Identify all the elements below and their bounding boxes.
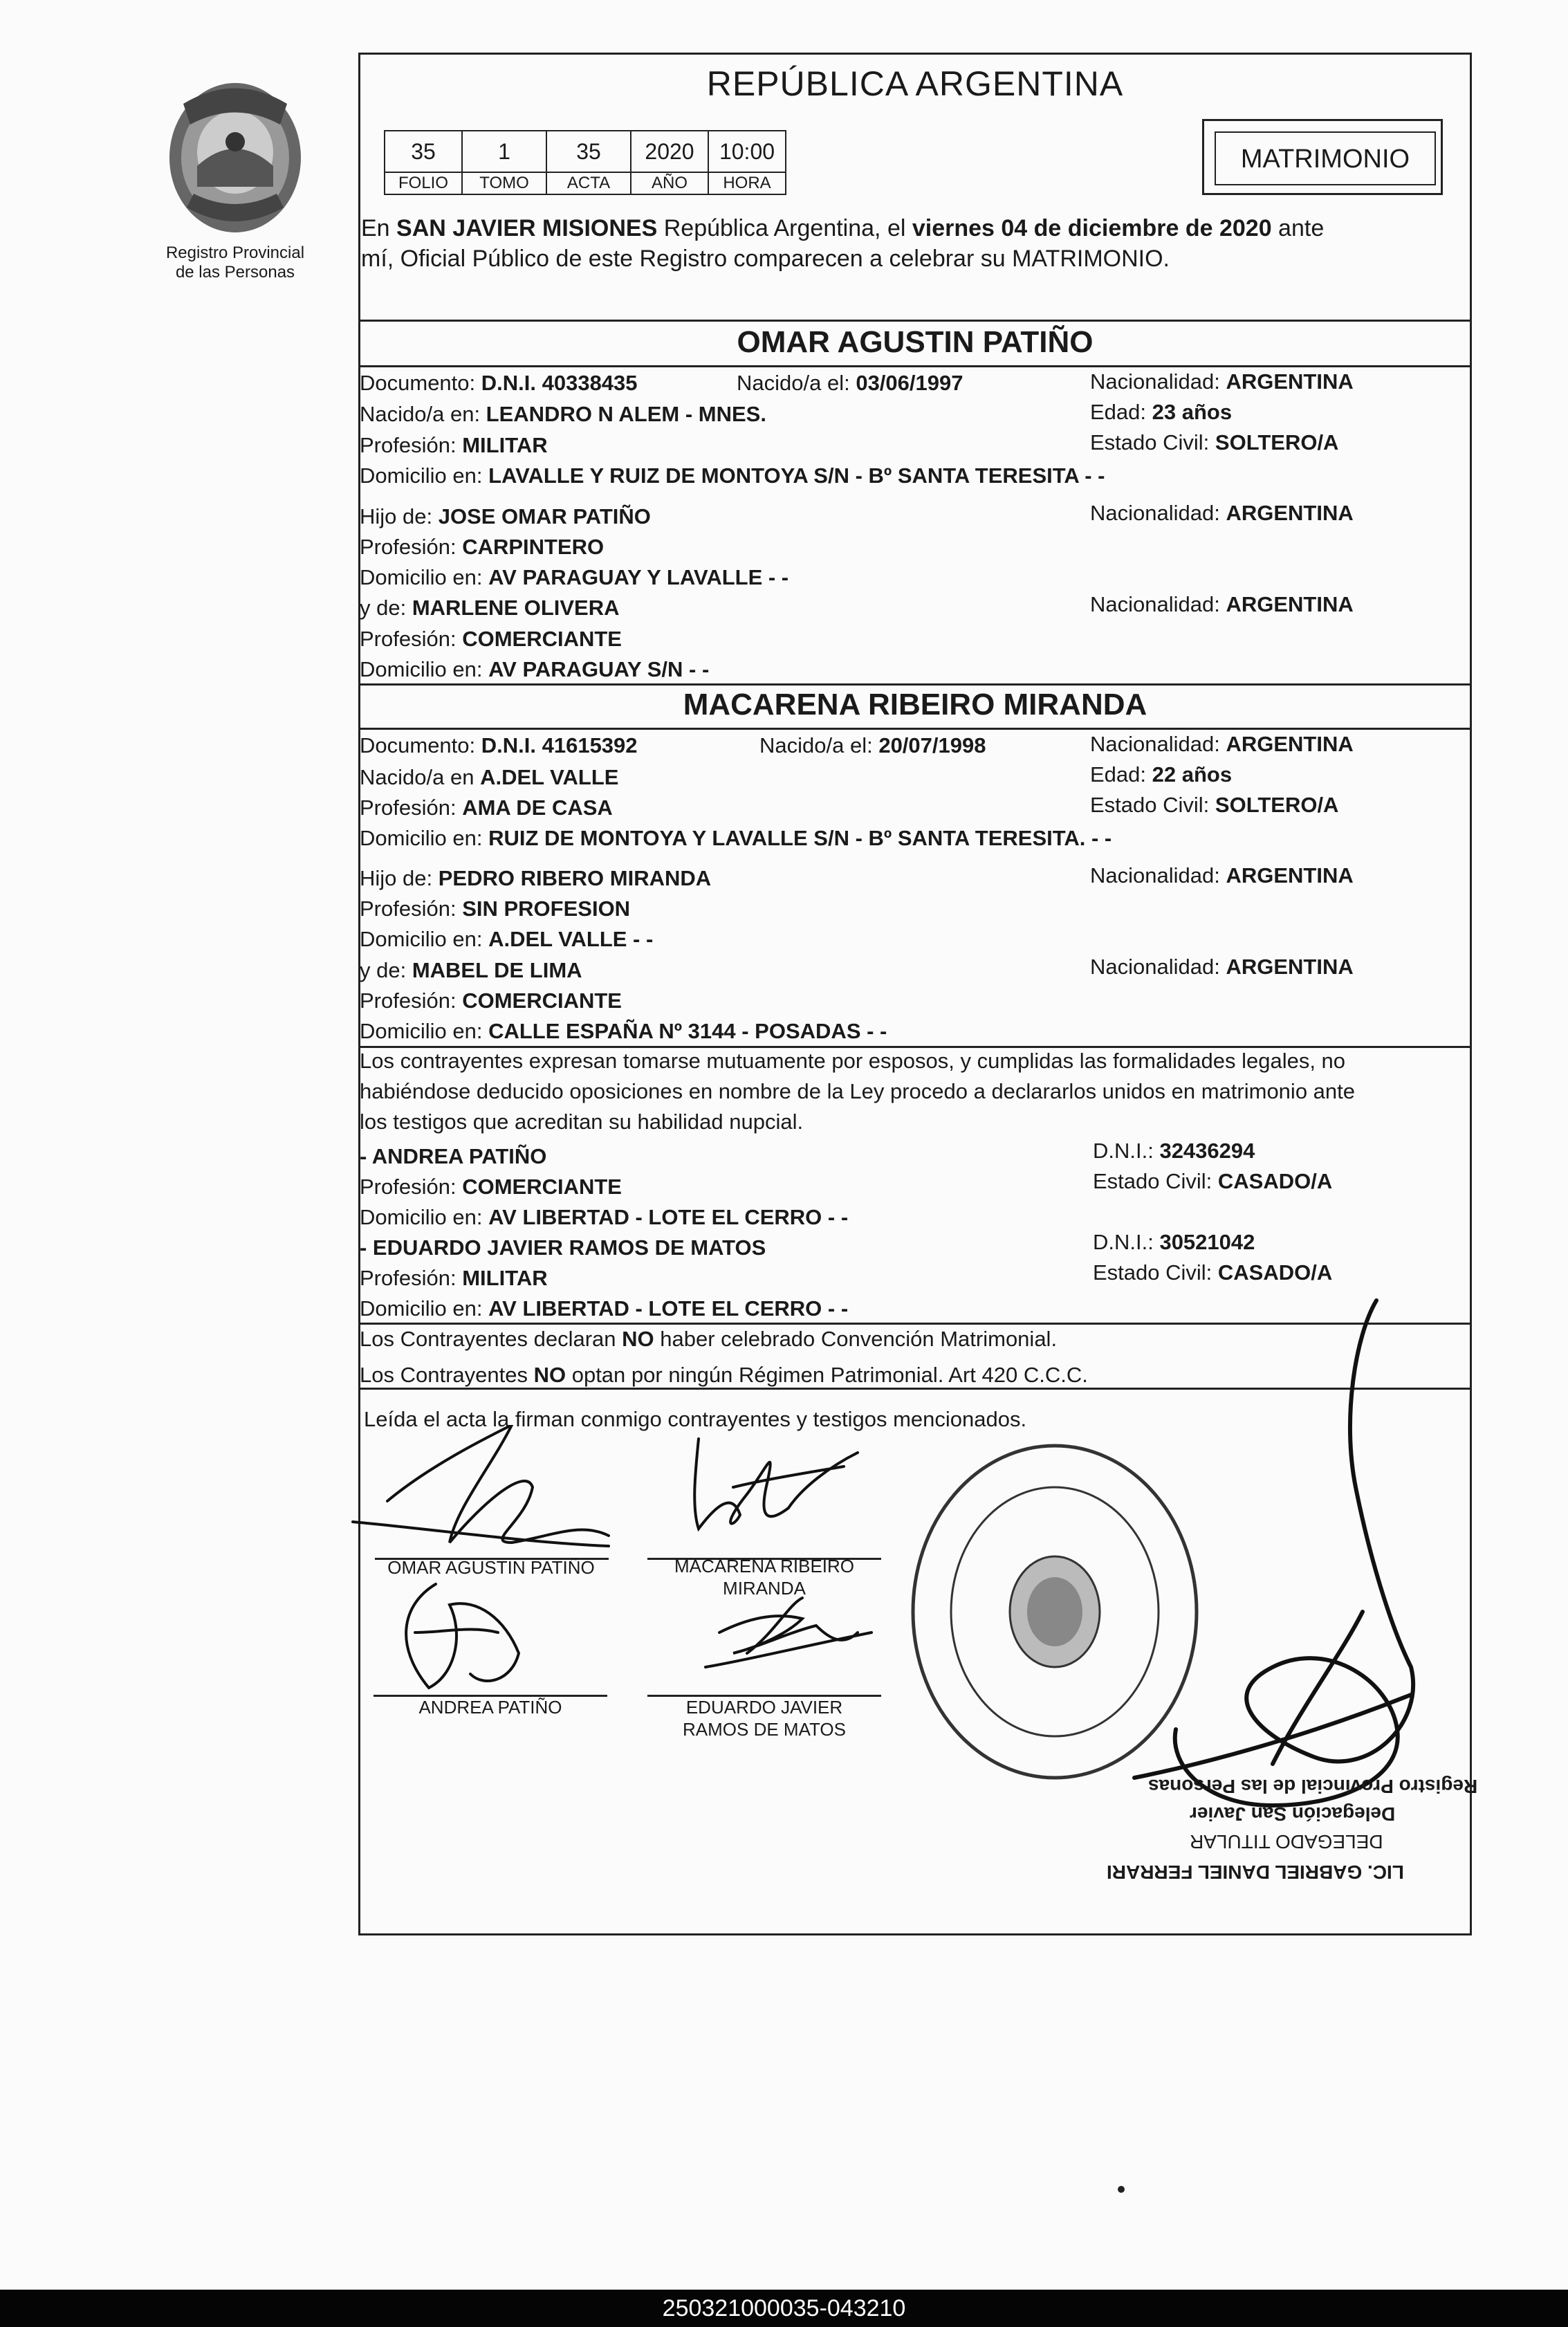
- witness1-signature-label: ANDREA PATIÑO: [418, 1697, 562, 1718]
- witness2-profession: [360, 1263, 548, 1294]
- divider: [358, 683, 1472, 686]
- emphasis: NO: [622, 1327, 654, 1351]
- groom-mother: [360, 593, 620, 623]
- label: y de:: [360, 596, 412, 620]
- bride-mother-nationality: [1090, 952, 1354, 982]
- intro-text: República Argentina, el: [657, 215, 912, 241]
- value: ARGENTINA: [1226, 592, 1354, 616]
- bride-father: [360, 863, 711, 894]
- label: Domicilio en:: [360, 927, 489, 951]
- value: CALLE ESPAÑA Nº 3144 - POSADAS - -: [488, 1019, 887, 1043]
- value: ARGENTINA: [1226, 863, 1354, 887]
- label: Profesión:: [360, 433, 463, 457]
- intro-line1: [361, 213, 1324, 243]
- label: y de:: [360, 958, 412, 982]
- label: Domicilio en:: [360, 1296, 489, 1321]
- acta-value: 35: [546, 131, 631, 172]
- bride-father-nationality: [1090, 861, 1354, 891]
- folio-value: 35: [385, 131, 462, 172]
- value: COMERCIANTE: [462, 627, 622, 651]
- label: Nacionalidad:: [1090, 501, 1226, 525]
- bride-mother-address: [360, 1016, 887, 1047]
- witness2-address: [360, 1294, 848, 1324]
- groom-father: [360, 502, 651, 532]
- label: Documento:: [360, 371, 481, 395]
- divider: [358, 320, 1472, 322]
- label: Nacionalidad:: [1090, 592, 1226, 616]
- groom-name-heading: OMAR AGUSTIN PATIÑO: [737, 325, 1094, 359]
- official-stamp-line2: DELEGADO TITULAR: [1190, 1831, 1383, 1852]
- intro-place: SAN JAVIER MISIONES: [396, 215, 658, 241]
- intro-line2: mí, Oficial Público de este Registro comparecen a celebrar su MATRIMONIO.: [361, 246, 1170, 272]
- value: SIN PROFESION: [462, 896, 631, 921]
- label: Profesión:: [360, 896, 463, 921]
- emphasis: NO: [533, 1363, 566, 1387]
- value: COMERCIANTE: [462, 1175, 622, 1199]
- groom-mother-address: [360, 654, 709, 685]
- ink-dot: [1118, 2186, 1125, 2193]
- value: RUIZ DE MONTOYA Y LAVALLE S/N - Bº SANTA TERESITA. - -: [488, 826, 1112, 850]
- bride-civil-status: [1090, 790, 1338, 820]
- value: - EDUARDO JAVIER RAMOS DE MATOS: [360, 1235, 766, 1260]
- label: Estado Civil:: [1093, 1260, 1218, 1285]
- value: AV PARAGUAY Y LAVALLE - -: [488, 565, 789, 589]
- label: Nacionalidad:: [1090, 863, 1226, 887]
- bride-age: [1090, 760, 1232, 790]
- groom-civil-status: [1090, 427, 1338, 458]
- value: 23 años: [1152, 400, 1233, 424]
- text: optan por ningún Régimen Patrimonial. Art 420 C.C.C.: [566, 1363, 1088, 1387]
- value: SOLTERO/A: [1215, 793, 1339, 817]
- logo-caption-line2: de las Personas: [175, 263, 295, 282]
- value: COMERCIANTE: [462, 988, 622, 1013]
- label: Profesión:: [360, 627, 463, 651]
- official-stamp-line3: Delegación San Javier: [1190, 1803, 1396, 1825]
- label: Domicilio en:: [360, 463, 489, 488]
- value: ARGENTINA: [1226, 501, 1354, 525]
- value: SOLTERO/A: [1215, 430, 1339, 454]
- groom-age: [1090, 397, 1232, 427]
- value: AV PARAGUAY S/N - -: [488, 657, 710, 681]
- label: Nacido/a en:: [360, 402, 486, 426]
- label-line: RAMOS DE MATOS: [683, 1719, 846, 1740]
- bride-father-profession: [360, 894, 630, 924]
- groom-mother-nationality: [1090, 589, 1354, 620]
- label: Nacionalidad:: [1090, 732, 1226, 756]
- declaration-line1: Los contrayentes expresan tomarse mutuamente por esposos, y cumplidas las formalidades legales, no: [360, 1049, 1346, 1073]
- witness2-dni: [1093, 1227, 1255, 1258]
- label: Profesión:: [360, 1175, 463, 1199]
- official-stamp-line4: Registro Provincial de las Personas: [1148, 1776, 1478, 1797]
- label: Nacido/a el:: [759, 733, 879, 757]
- ano-value: 2020: [631, 131, 708, 172]
- tomo-value: 1: [462, 131, 546, 172]
- value: MILITAR: [462, 1266, 548, 1290]
- tomo-label: TOMO: [462, 172, 546, 194]
- bride-document: [360, 730, 638, 761]
- value: PEDRO RIBERO MIRANDA: [438, 866, 712, 890]
- regime-statement: [360, 1360, 1088, 1390]
- bride-birthplace: [360, 762, 618, 793]
- witness1-address: [360, 1202, 848, 1233]
- witness2-signature-label: [647, 1696, 881, 1740]
- read-and-signed-line: Leída el acta la firman conmigo contrayentes y testigos mencionados.: [364, 1407, 1027, 1431]
- value: 22 años: [1152, 762, 1233, 787]
- official-stamp-line1: LIC. GABRIEL DANIEL FERRARI: [1107, 1861, 1404, 1883]
- witness1-dni: [1093, 1136, 1255, 1166]
- value: LAVALLE Y RUIZ DE MONTOYA S/N - Bº SANTA TERESITA - -: [488, 463, 1105, 488]
- label: Profesión:: [360, 988, 463, 1013]
- value: ARGENTINA: [1226, 955, 1354, 979]
- ano-label: AÑO: [631, 172, 708, 194]
- value: D.N.I. 40338435: [481, 371, 638, 395]
- value: - ANDREA PATIÑO: [360, 1144, 547, 1168]
- label: Profesión:: [360, 1266, 463, 1290]
- label: Edad:: [1090, 400, 1152, 424]
- value: MARLENE OLIVERA: [412, 596, 620, 620]
- text: Los Contrayentes declaran: [360, 1327, 622, 1351]
- label-line: MACARENA RIBEIRO: [674, 1556, 855, 1576]
- value: 03/06/1997: [856, 371, 963, 395]
- label: Documento:: [360, 733, 481, 757]
- label: Nacido/a en: [360, 765, 481, 789]
- intro-text: ante: [1271, 215, 1325, 241]
- value: LEANDRO N ALEM - MNES.: [486, 402, 766, 426]
- value: MILITAR: [462, 433, 548, 457]
- hora-value: 10:00: [708, 131, 786, 172]
- label: D.N.I.:: [1093, 1139, 1160, 1163]
- label: Domicilio en:: [360, 657, 489, 681]
- value: 30521042: [1159, 1230, 1255, 1254]
- groom-father-nationality: [1090, 498, 1354, 528]
- convention-statement: [360, 1324, 1057, 1354]
- bride-mother: [360, 955, 582, 986]
- value: A.DEL VALLE - -: [488, 927, 654, 951]
- label: Nacionalidad:: [1090, 369, 1226, 394]
- groom-father-address: [360, 562, 788, 593]
- label: Domicilio en:: [360, 826, 489, 850]
- label: D.N.I.:: [1093, 1230, 1160, 1254]
- value: AV LIBERTAD - LOTE EL CERRO - -: [488, 1205, 849, 1229]
- record-reference-table: [384, 130, 786, 195]
- official-signature-scribble: [1065, 1280, 1480, 1888]
- value: 32436294: [1159, 1139, 1255, 1163]
- declaration-line2: habiéndose deducido oposiciones en nombre de la Ley procedo a declararlos unidos en matrimonio ante: [360, 1079, 1356, 1103]
- hora-label: HORA: [708, 172, 786, 194]
- value: AV LIBERTAD - LOTE EL CERRO - -: [488, 1296, 849, 1321]
- label: Nacionalidad:: [1090, 955, 1226, 979]
- groom-signature-label: OMAR AGUSTIN PATIÑO: [387, 1557, 595, 1578]
- groom-birthdate: [737, 368, 963, 398]
- declaration-line3: los testigos que acreditan su habilidad nupcial.: [360, 1110, 804, 1134]
- bride-name-heading: MACARENA RIBEIRO MIRANDA: [683, 688, 1147, 721]
- document-title: REPÚBLICA ARGENTINA: [706, 64, 1124, 103]
- witness1-civil-status: [1093, 1166, 1332, 1197]
- label: Estado Civil:: [1090, 430, 1215, 454]
- label: Profesión:: [360, 795, 463, 820]
- logo-caption-line1: Registro Provincial: [165, 243, 305, 262]
- folio-label: FOLIO: [385, 172, 462, 194]
- value: CASADO/A: [1217, 1260, 1333, 1285]
- value: MABEL DE LIMA: [412, 958, 582, 982]
- bride-profession: [360, 793, 613, 823]
- intro-date: viernes 04 de diciembre de 2020: [912, 215, 1272, 241]
- bride-signature-label: [647, 1555, 881, 1599]
- label: Hijo de:: [360, 866, 439, 890]
- groom-birthplace: [360, 399, 766, 430]
- label: Hijo de:: [360, 504, 439, 528]
- value: 20/07/1998: [878, 733, 986, 757]
- value: CASADO/A: [1217, 1169, 1333, 1193]
- scan-footer-id: 250321000035-043210: [0, 2290, 1568, 2327]
- label: Profesión:: [360, 535, 463, 559]
- bride-father-address: [360, 924, 653, 955]
- value: A.DEL VALLE: [480, 765, 619, 789]
- bride-address: [360, 823, 1112, 854]
- groom-nationality: [1090, 367, 1354, 397]
- label: Domicilio en:: [360, 1205, 489, 1229]
- witness1-name: [360, 1141, 546, 1172]
- groom-father-profession: [360, 532, 604, 562]
- label-line: EDUARDO JAVIER: [685, 1697, 843, 1718]
- bride-birthdate: [759, 730, 986, 761]
- misiones-coat-of-arms-logo: [156, 76, 315, 235]
- value: D.N.I. 41615392: [481, 733, 638, 757]
- label: Domicilio en:: [360, 565, 489, 589]
- label: Edad:: [1090, 762, 1152, 787]
- value: JOSE OMAR PATIÑO: [438, 504, 651, 528]
- text: haber celebrado Convención Matrimonial.: [654, 1327, 1058, 1351]
- bride-nationality: [1090, 729, 1354, 760]
- groom-mother-profession: [360, 624, 622, 654]
- intro-text: En: [361, 215, 397, 241]
- value: ARGENTINA: [1226, 732, 1354, 756]
- label: Domicilio en:: [360, 1019, 489, 1043]
- groom-profession: [360, 430, 548, 461]
- groom-document: [360, 368, 638, 398]
- acta-label: ACTA: [546, 172, 631, 194]
- value: AMA DE CASA: [462, 795, 613, 820]
- label: Estado Civil:: [1090, 793, 1215, 817]
- label: Estado Civil:: [1093, 1169, 1218, 1193]
- value: ARGENTINA: [1226, 369, 1354, 394]
- registry-logo-caption: [118, 243, 353, 282]
- groom-address: [360, 461, 1105, 491]
- witness1-profession: [360, 1172, 622, 1202]
- doc-type-label: MATRIMONIO: [1215, 131, 1436, 185]
- label-line: MIRANDA: [723, 1578, 806, 1599]
- witness2-name: [360, 1233, 766, 1263]
- value: CARPINTERO: [462, 535, 605, 559]
- text: Los Contrayentes: [360, 1363, 534, 1387]
- bride-mother-profession: [360, 986, 622, 1016]
- label: Nacido/a el:: [737, 371, 856, 395]
